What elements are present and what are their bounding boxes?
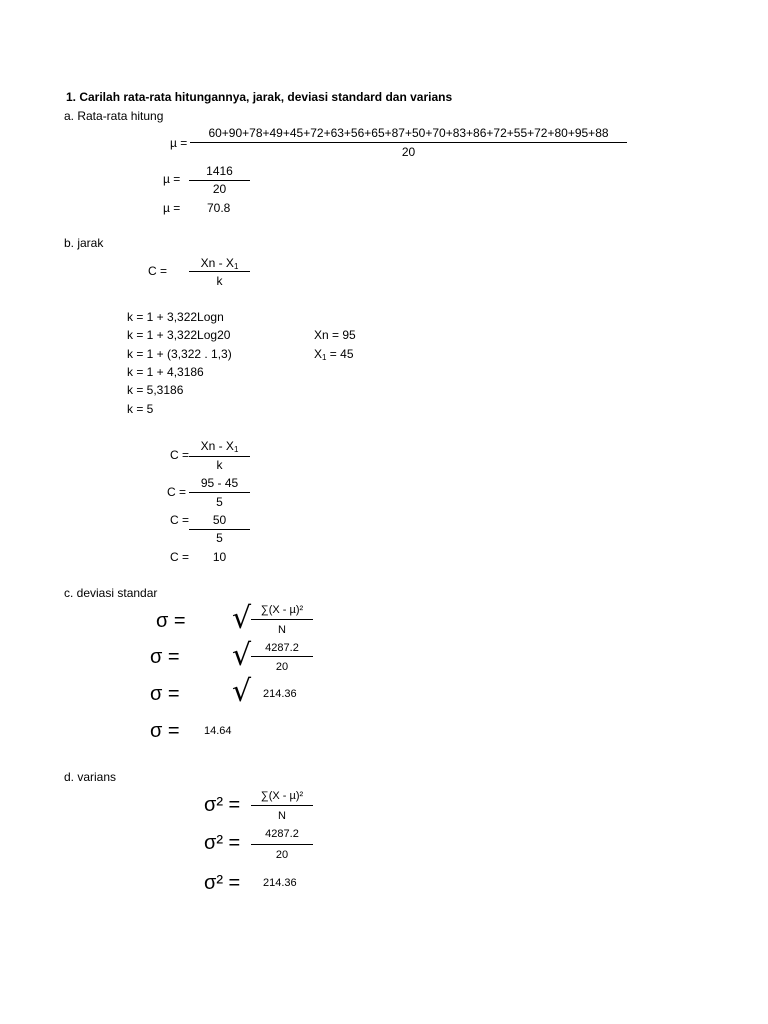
sigma-squared-label: σ² = — [204, 832, 241, 854]
x1-value: $X_1 = 45$ — [314, 347, 354, 362]
variance-formula-numerator: ∑(X - µ)² — [260, 790, 304, 802]
k-step: k = 1 + 3,322Logn — [127, 310, 224, 324]
k-step: k = 1 + 4,3186 — [127, 365, 204, 379]
range-result: 10 — [212, 550, 227, 564]
mu-label: µ = — [170, 136, 188, 150]
fraction-bar — [189, 529, 250, 530]
sigma-label: σ = — [150, 720, 180, 742]
variance-result: 214.36 — [263, 877, 297, 889]
k-step: k = 1 + 3,322Log20 — [127, 328, 231, 342]
variance-sum-denominator: 20 — [275, 661, 289, 673]
xn-value: Xn = 95 — [314, 328, 356, 342]
section-b-heading: b. jarak — [64, 236, 104, 250]
fraction-bar — [190, 142, 627, 143]
fraction-bar — [189, 271, 250, 272]
range-formula-numerator: Xn - $X_1$ — [200, 256, 239, 271]
range-difference: 50 — [212, 513, 227, 527]
fraction-bar — [189, 456, 250, 457]
section-a-heading: a. Rata-rata hitung — [64, 109, 164, 123]
variance-formula-denominator: N — [278, 810, 286, 822]
variance-sum-numerator: 4287.2 — [265, 642, 299, 654]
square-root-icon: √ — [232, 674, 252, 709]
mean-denominator: 20 — [401, 145, 416, 159]
c-label: C = — [170, 513, 190, 527]
mu-label: µ = — [163, 172, 181, 186]
fraction-bar — [189, 492, 250, 493]
mean-numerator: 60+90+78+49+45+72+63+56+65+87+50+70+83+86+72+55+72+80+95+88 — [208, 126, 609, 140]
k-step: k = 5 — [127, 402, 154, 416]
mu-label: µ = — [163, 201, 181, 215]
range-formula-denominator: k — [216, 458, 223, 472]
sum-numerator: 1416 — [206, 164, 233, 178]
c-label: C = — [170, 448, 190, 462]
k-step: k = 5,3186 — [127, 383, 184, 397]
sigma-label: σ = — [150, 646, 180, 668]
range-formula-denominator: k — [216, 274, 223, 288]
section-c-heading: c. deviasi standar — [64, 586, 158, 600]
variance-formula-denominator: N — [278, 624, 286, 636]
sigma-squared-label: σ² = — [204, 872, 241, 894]
c-label: C = — [167, 485, 187, 499]
variance-sum-denominator: 20 — [275, 849, 289, 861]
sigma-label: σ = — [156, 610, 186, 632]
range-numerator: 95 - 45 — [200, 476, 239, 490]
fraction-bar — [251, 844, 313, 845]
mean-result: 70.8 — [207, 201, 231, 215]
square-root-icon: √ — [232, 601, 252, 636]
fraction-bar — [251, 805, 313, 806]
fraction-bar — [189, 180, 250, 181]
variance-sum-numerator: 4287.2 — [265, 828, 299, 840]
c-label: C = — [148, 264, 168, 278]
range-formula-numerator: Xn - $X_1$ — [200, 439, 239, 454]
c-label: C = — [170, 550, 190, 564]
page-title: 1. Carilah rata-rata hitungannya, jarak, deviasi standard dan varians — [66, 90, 453, 104]
std-dev-result: 14.64 — [204, 725, 232, 737]
section-d-heading: d. varians — [64, 770, 117, 784]
sigma-squared-label: σ² = — [204, 794, 241, 816]
range-denominator: 5 — [216, 495, 223, 509]
square-root-icon: √ — [232, 638, 252, 673]
variance-formula-numerator: ∑(X - µ)² — [260, 604, 304, 616]
sum-denominator: 20 — [212, 182, 227, 196]
variance-value: 214.36 — [263, 688, 297, 700]
fraction-bar — [251, 656, 313, 657]
fraction-bar — [251, 619, 313, 620]
sigma-label: σ = — [150, 683, 180, 705]
k-step: k = 1 + (3,322 . 1,3) — [127, 347, 232, 361]
range-denominator: 5 — [216, 531, 223, 545]
